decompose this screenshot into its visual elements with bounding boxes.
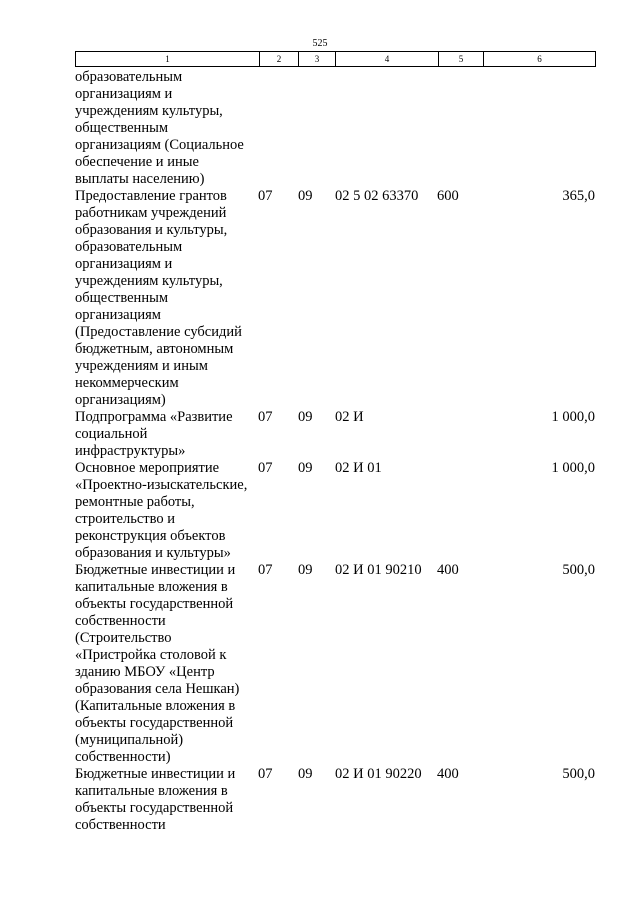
row-target-code: 02 И 01 90220 (335, 766, 422, 782)
row-amount: 500,0 (562, 766, 595, 782)
header-row (76, 52, 596, 67)
header-col-5: 5 (439, 52, 484, 67)
row-name: Бюджетные инвестиции и капитальные вложения в объекты государственной собственности (Строительство «Пристройка столовой к зданию МБОУ «Центр образования села Нешкан) (Капитальные вложения в объекты государственной (муниципальной) собственности) (75, 562, 240, 765)
header-col-4: 4 (336, 52, 439, 67)
row-amount: 500,0 (562, 562, 595, 578)
budget-table-body (75, 69, 596, 834)
row-target-code: 02 И 01 (335, 460, 382, 476)
header-col-1: 1 (76, 52, 260, 67)
row-amount: 1 000,0 (551, 409, 595, 425)
table-row (75, 562, 596, 766)
row-expense-type: 400 (437, 562, 459, 578)
row-expense-type: 600 (437, 188, 459, 204)
column-number-header (75, 51, 596, 67)
row-name: Предоставление грантов работникам учреждений образования и культуры, образовательным организациям и учреждениям культуры, общественным организациям (Предоставление субсидий бюджетным, автономным учреждениям и иным некоммерческим организациям) (75, 188, 242, 408)
page-number: 525 (312, 38, 328, 49)
header-col-3: 3 (299, 52, 336, 67)
row-name: образовательным организациям и учреждениям культуры, общественным организациям (Социальное обеспечение и иные выплаты населению) (75, 69, 244, 187)
header-col-6: 6 (484, 52, 596, 67)
row-amount: 365,0 (562, 188, 595, 204)
row-subsection: 09 (298, 409, 313, 425)
row-subsection: 09 (298, 766, 313, 782)
row-target-code: 02 5 02 63370 (335, 188, 419, 204)
row-subsection: 09 (298, 460, 313, 476)
row-subsection: 09 (298, 188, 313, 204)
row-section: 07 (258, 409, 273, 425)
row-section: 07 (258, 188, 273, 204)
row-name: Основное мероприятие «Проектно-изыскательские, ремонтные работы, строительство и реконструкция объектов образования и культуры» (75, 460, 248, 561)
row-amount: 1 000,0 (551, 460, 595, 476)
table-row (75, 460, 596, 562)
table-row (75, 69, 596, 188)
row-section: 07 (258, 562, 273, 578)
row-section: 07 (258, 460, 273, 476)
row-expense-type: 400 (437, 766, 459, 782)
row-target-code: 02 И (335, 409, 364, 425)
row-name: Бюджетные инвестиции и капитальные вложения в объекты государственной собственности (75, 766, 236, 833)
row-section: 07 (258, 766, 273, 782)
table-row (75, 409, 596, 460)
header-col-2: 2 (260, 52, 299, 67)
row-name: Подпрограмма «Развитие социальной инфраструктуры» (75, 409, 233, 459)
table-row (75, 766, 596, 834)
row-target-code: 02 И 01 90210 (335, 562, 422, 578)
table-row (75, 188, 596, 409)
row-subsection: 09 (298, 562, 313, 578)
